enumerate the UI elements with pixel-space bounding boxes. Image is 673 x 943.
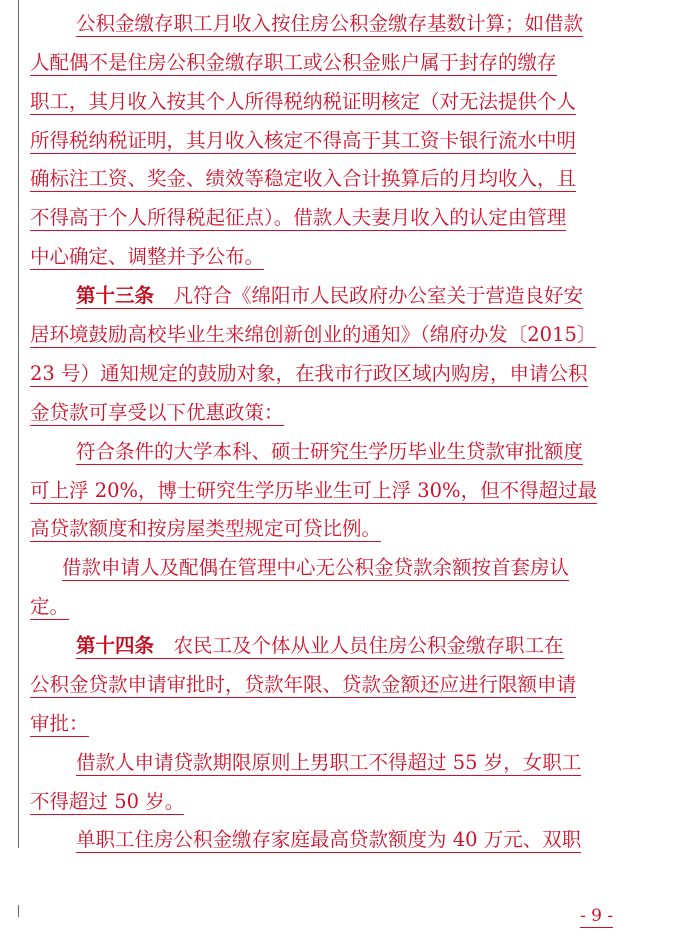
text-line: 借款人申请贷款期限原则上男职工不得超过 55 岁，女职工 <box>76 751 582 774</box>
text-line: 公积金贷款申请审批时，贷款年限、贷款金额还应进行限额申请 <box>30 673 577 696</box>
text-line: 居环境鼓励高校毕业生来绵创新创业的通知》（绵府办发〔2015〕 <box>30 323 597 346</box>
article-14-line: 第十四条 农民工及个体从业人员住房公积金缴存职工在 <box>76 634 564 657</box>
text-line: 借款申请人及配偶在管理中心无公积金贷款余额按首套房认 <box>62 556 570 579</box>
text-line: 公积金缴存职工月收入按住房公积金缴存基数计算；如借款 <box>76 12 584 35</box>
text-line: 所得税纳税证明，其月收入核定不得高于其工资卡银行流水中明 <box>30 129 577 152</box>
article-13-line: 第十三条 凡符合《绵阳市人民政府办公室关于营造良好安 <box>76 284 584 307</box>
revision-mark <box>18 905 19 917</box>
text-line: 符合条件的大学本科、硕士研究生学历毕业生贷款审批额度 <box>76 440 584 463</box>
text-line: 中心确定、调整并予公布。 <box>30 245 265 268</box>
article-14-heading: 第十四条 <box>76 634 155 657</box>
text-line: 不得高于个人所得税起征点）。借款人夫妻月收入的认定由管理 <box>30 206 567 229</box>
text-line: 定。 <box>30 595 70 618</box>
text-line: 23 号）通知规定的鼓励对象，在我市行政区域内购房，申请公积 <box>30 362 588 385</box>
revision-bar <box>18 0 19 848</box>
text-line: 确标注工资、奖金、绩效等稳定收入合计换算后的月均收入，且 <box>30 167 577 190</box>
page-number: - 9 - <box>580 906 614 926</box>
text-line: 人配偶不是住房公积金缴存职工或公积金账户属于封存的缴存 <box>30 51 557 74</box>
text-line: 金贷款可享受以下优惠政策： <box>30 401 284 424</box>
text-line: 高贷款额度和按房屋类型规定可贷比例。 <box>30 517 382 540</box>
text-line: 单职工住房公积金缴存家庭最高贷款额度为 40 万元、双职 <box>76 828 582 851</box>
text-line: 不得超过 50 岁。 <box>30 790 185 813</box>
text-line: 可上浮 20%，博士研究生学历毕业生可上浮 30%，但不得超过最 <box>30 479 598 502</box>
article-13-heading: 第十三条 <box>76 284 155 307</box>
text-line: 职工，其月收入按其个人所得税纳税证明核定（对无法提供个人 <box>30 90 577 113</box>
text-line: 审批： <box>30 712 89 735</box>
